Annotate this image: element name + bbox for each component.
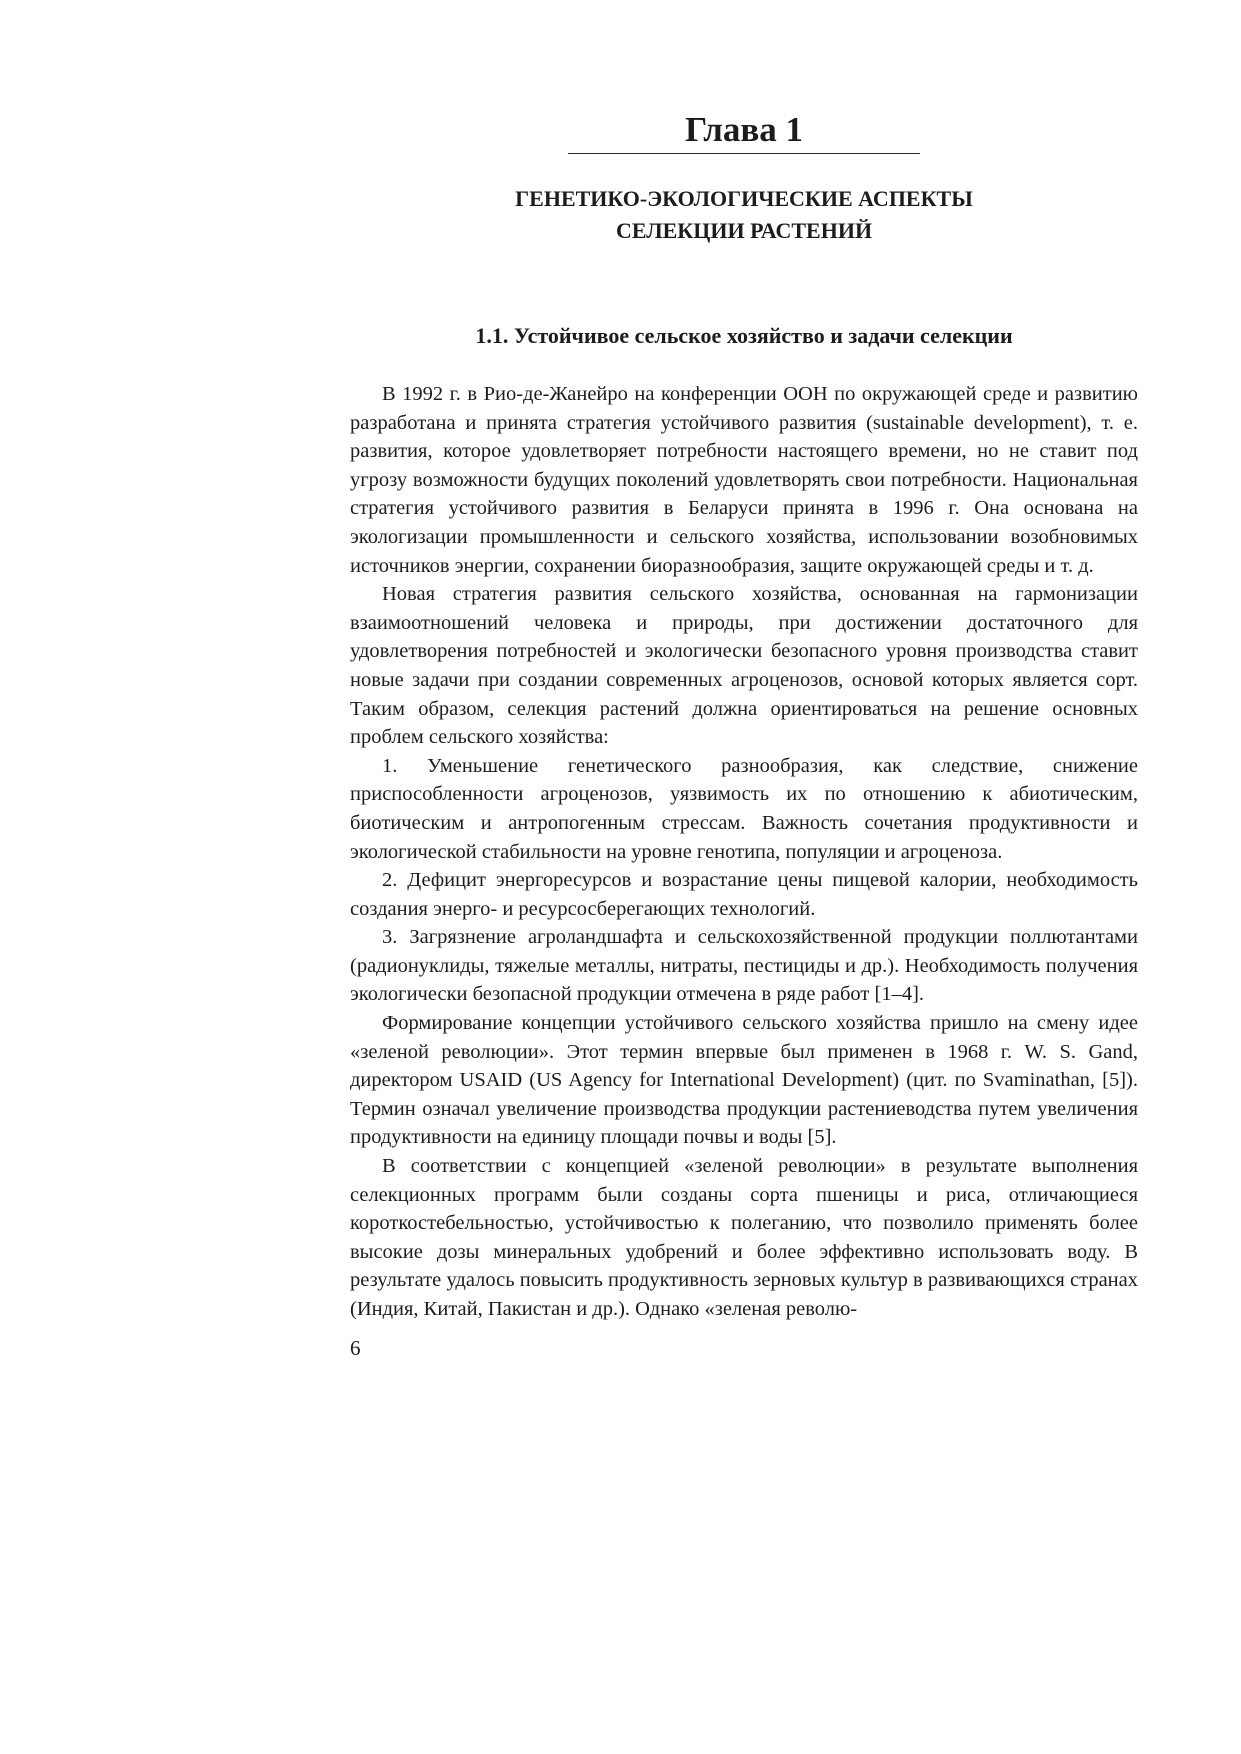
section-heading: 1.1. Устойчивое сельское хозяйство и задачи селекции bbox=[475, 323, 1013, 348]
paragraph: В соответствии с концепцией «зеленой революции» в результате выполнения селекционных программ были созданы сорта пшеницы и риса, отличающиеся короткостебельностью, устойчивостью к полеганию, что позволило применять более высокие дозы минеральных удобрений и более эффективно использовать воду. В результате удалось повысить продуктивность зерновых культур в развивающихся странах (Индия, Китай, Пакистан и др.). Однако «зеленая револю- bbox=[350, 1155, 1138, 1320]
paragraph: 2. Дефицит энергоресурсов и возрастание цены пищевой калории, необходимость создания энерго- и ресурсосберегающих технологий. bbox=[350, 869, 1138, 920]
chapter-heading-rule bbox=[568, 153, 920, 154]
paragraph: В 1992 г. в Рио-де-Жанейро на конференции ООН по окружающей среде и развитию разработана и принята стратегия устойчивого развития (sustainable development), т. е. развития, которое удовлетворяет потребности настоящего времени, но не ставит под угрозу возможности будущих поколений удовлетворять свои потребности. Национальная стратегия устойчивого развития в Беларуси принята в 1996 г. Она основана на экологизации промышленности и сельского хозяйства, использовании возобновимых источников энергии, сохранении биоразнообразия, защите окружающей среды и т. д. bbox=[350, 383, 1138, 577]
paragraph: 1. Уменьшение генетического разнообразия, как следствие, снижение приспособленности агроценозов, уязвимость их по отношению к абиотическим, биотическим и антропогенным стрессам. Важность сочетания продуктивности и экологической стабильности на уровне генотипа, популяции и агроценоза. bbox=[350, 754, 1138, 863]
chapter-title-line-2: СЕЛЕКЦИИ РАСТЕНИЙ bbox=[615, 218, 873, 243]
chapter-heading: Глава 1 bbox=[684, 110, 804, 149]
chapter-title bbox=[350, 183, 1138, 247]
paragraph: 3. Загрязнение агроландшафта и сельскохозяйственной продукции поллютантами (радионуклиды, тяжелые металлы, нитраты, пестициды и др.). Необходимость получения экологически безопасной продукции отмечена в ряде работ [1–4]. bbox=[350, 926, 1138, 1006]
body-text bbox=[350, 380, 1138, 1324]
page-number: 6 bbox=[350, 1336, 361, 1360]
paragraph: Новая стратегия развития сельского хозяйства, основанная на гармонизации взаимоотношений человека и природы, при достижении достаточного для удовлетворения потребностей и экологически безопасного уровня производства ставит новые задачи при создании современных агроценозов, основой которых является сорт. Таким образом, селекция растений должна ориентироваться на решение основных проблем сельского хозяйства: bbox=[350, 583, 1138, 749]
chapter-title-line-1: ГЕНЕТИКО-ЭКОЛОГИЧЕСКИЕ АСПЕКТЫ bbox=[515, 186, 973, 211]
paragraph: Формирование концепции устойчивого сельского хозяйства пришло на смену идее «зеленой революции». Этот термин впервые был применен в 1968 г. W. S. Gand, директором USAID (US Agency for International Development) (цит. по Svaminathan, [5]). Термин означал увеличение производства продукции растениеводства путем увеличения продуктивности на единицу площади почвы и воды [5]. bbox=[350, 1012, 1138, 1149]
